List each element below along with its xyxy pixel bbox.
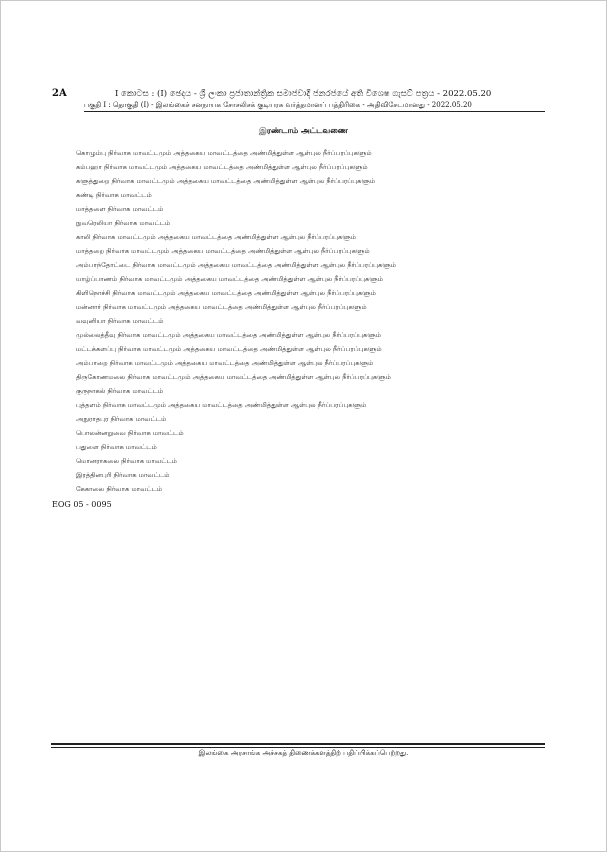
district-list xyxy=(76,146,396,496)
district-entry: கொழும்பு நிர்வாக மாவட்டமும் அத்தகைய மாவட்டத்தை அண்மித்துள்ள ஆள்புல நீர்ப்பரப்புகளும் xyxy=(76,149,372,157)
district-entry: மட்டக்களப்பு நிர்வாக மாவட்டமும் அத்தகைய மாவட்டத்தை அண்மித்துள்ள ஆள்புல நீர்ப்பரப்புகளும் xyxy=(76,345,382,353)
district-entry: கிளிநொச்சி நிர்வாக மாவட்டமும் அத்தகைய மாவட்டத்தை அண்மித்துள்ள ஆள்புல நீர்ப்பரப்புகளும் xyxy=(76,289,376,297)
gazette-header-sinhala: I කොටස : (I) ඡෙදය - ශ්‍රී ලංකා ප්‍රජාතාන්ත්‍රික සමාජවාදී ජනරජයේ අති විශෙෂ ගැසට් පත්‍රය - 2022.05.20 xyxy=(115,89,492,99)
district-entry: காலி நிர்வாக மாவட்டமும் அத்தகைய மாவட்டத்தை அண்மித்துள்ள ஆள்புல நீர்ப்பரப்புகளும் xyxy=(76,233,357,241)
gazette-header-tamil: பகுதி I : தொகுதி (I) - இலங்கைச் சனநாயக சோசலிசக் குடியரசு வர்த்தமானப் பத்திரிகை - அதிவிசேடமானது - 2022.05.20 xyxy=(84,101,472,109)
district-entry: அம்பாந்தோட்டை நிர்வாக மாவட்டமும் அத்தகைய மாவட்டத்தை அண்மித்துள்ள ஆள்புல நீர்ப்பரப்புகளும் xyxy=(76,261,397,269)
district-entry: பொலன்னறுவை நிர்வாக மாவட்டம் xyxy=(76,429,184,437)
district-entry: நுவரெலியா நிர்வாக மாவட்டம் xyxy=(76,219,171,227)
district-entry: மொனராகலை நிர்வாக மாவட்டம் xyxy=(76,457,177,465)
district-entry: மாத்தறை நிர்வாக மாவட்டமும் அத்தகைய மாவட்டத்தை அண்மித்துள்ள ஆள்புல நீர்ப்பரப்புகளும் xyxy=(76,247,370,255)
district-entry: முல்லைத்தீவு நிர்வாக மாவட்டமும் அத்தகைய மாவட்டத்தை அண்மித்துள்ள ஆள்புல நீர்ப்பரப்புகளும் xyxy=(76,331,382,339)
footer-divider-thin xyxy=(51,747,545,748)
district-entry: வவுனியா நிர்வாக மாவட்டம் xyxy=(76,317,164,325)
district-entry: கேகாலை நிர்வாக மாவட்டம் xyxy=(76,485,163,493)
district-entry: மாத்தளை நிர்வாக மாவட்டம் xyxy=(76,205,164,213)
district-entry: களுத்துறை நிர்வாக மாவட்டமும் அத்தகைய மாவட்டத்தை அண்மித்துள்ள ஆள்புல நீர்ப்பரப்புகளும் xyxy=(76,177,376,185)
district-entry: கண்டி நிர்வாக மாவட்டம் xyxy=(76,191,152,199)
district-entry: கம்பஹா நிர்வாக மாவட்டமும் அத்தகைய மாவட்டத்தை அண்மித்துள்ள ஆள்புல நீர்ப்பரப்புகளும் xyxy=(76,163,368,171)
header-divider xyxy=(84,111,545,112)
district-entry: யாழ்ப்பாணம் நிர்வாக மாவட்டமும் அத்தகைய மாவட்டத்தை அண்மித்துள்ள ஆள்புல நீர்ப்பரப்புகளும் xyxy=(76,275,384,283)
printer-footer: இலங்கை அரசாங்க அச்சகத் திணைக்களத்திற் பதிப்பிக்கப்பெற்றது. xyxy=(198,749,409,757)
district-entry: இரத்தினபுரி நிர்வாக மாவட்டம் xyxy=(76,471,170,479)
district-entry: திருகோணமலை நிர்வாக மாவட்டமும் அத்தகைய மாவட்டத்தை அண்மித்துள்ள ஆள்புல நீர்ப்பரப்புகளும் xyxy=(76,373,391,381)
page-number: 2A xyxy=(52,88,67,99)
district-entry: அநுராதபுர நிர்வாக மாவட்டம் xyxy=(76,415,167,423)
district-entry: புத்தளம் நிர்வாக மாவட்டமும் அத்தகைய மாவட்டத்தை அண்மித்துள்ள ஆள்புல நீர்ப்பரப்புகளும் xyxy=(76,401,367,409)
footer-divider-thick xyxy=(51,743,545,745)
district-entry: மன்னார் நிர்வாக மாவட்டமும் அத்தகைய மாவட்டத்தை அண்மித்துள்ள ஆள்புல நீர்ப்பரப்புகளும் xyxy=(76,303,367,311)
district-entry: குருநாகல் நிர்வாக மாவட்டம் xyxy=(76,387,164,395)
district-entry: பதுளை நிர்வாக மாவட்டம் xyxy=(76,443,157,451)
district-entry: அம்பாறை நிர்வாக மாவட்டமும் அத்தகைய மாவட்டத்தை அண்மித்துள்ள ஆள்புல நீர்ப்பரப்புகளும் xyxy=(76,359,374,367)
section-title: இரண்டாம் அட்டவணை xyxy=(259,125,348,135)
reference-code: EOG 05 - 0095 xyxy=(52,500,112,509)
